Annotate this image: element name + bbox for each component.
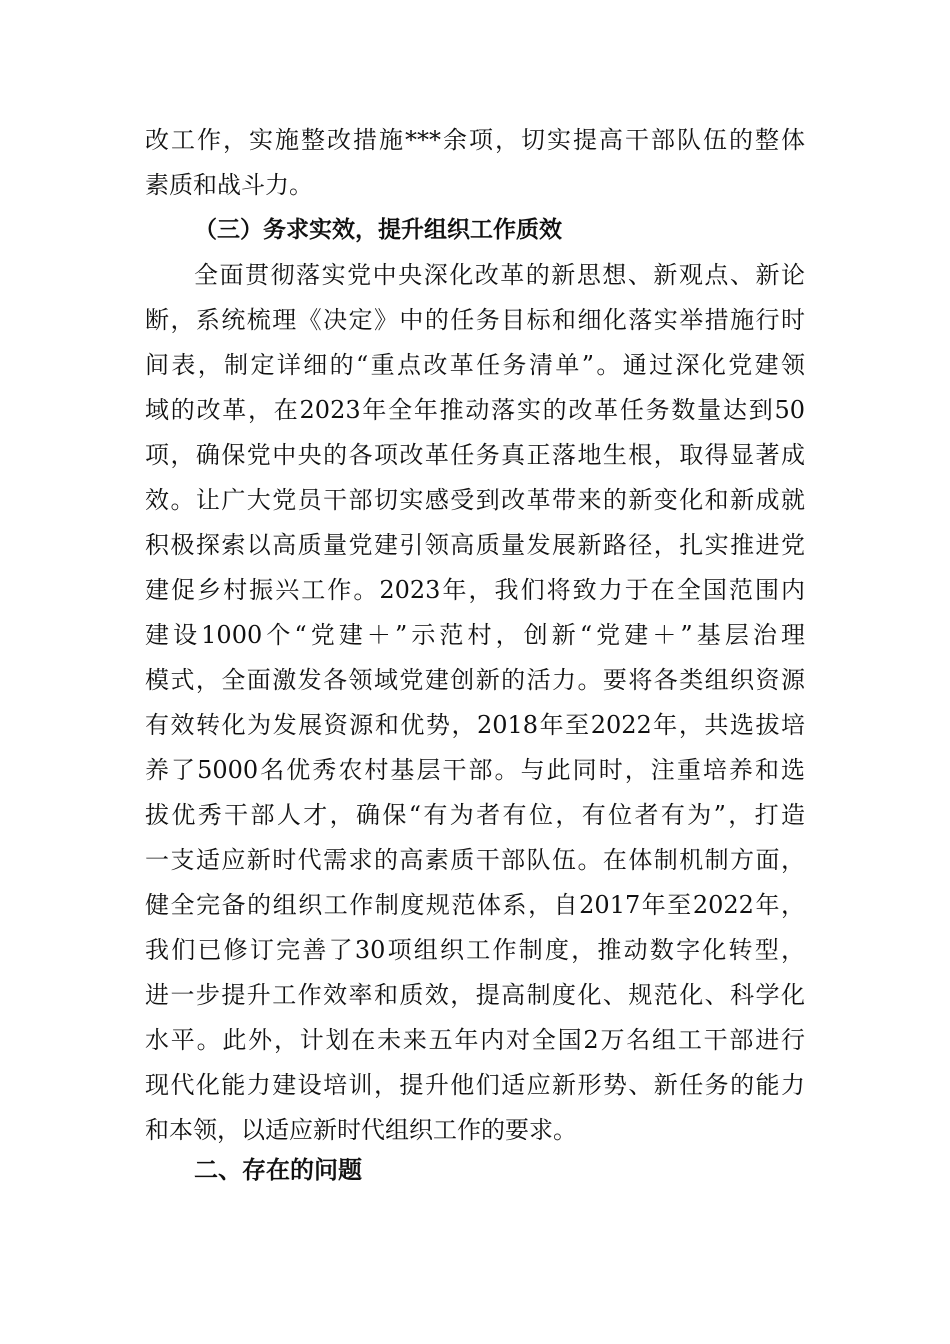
paragraph-line: 有效转化为发展资源和优势，2018年至2022年，共选拔培	[145, 711, 805, 739]
section-heading: （三）务求实效，提升组织工作质效	[194, 217, 562, 243]
paragraph-line: 一支适应新时代需求的高素质干部队伍。在体制机制方面，	[145, 846, 805, 874]
paragraph-line: 我们已修订完善了30项组织工作制度，推动数字化转型，	[145, 936, 805, 964]
paragraph-line: 断，系统梳理《决定》中的任务目标和细化落实举措施行时	[145, 306, 805, 334]
paragraph-line: 素质和战斗力。	[145, 171, 313, 199]
paragraph-line: 水平。此外，计划在未来五年内对全国2万名组工干部进行	[145, 1026, 805, 1054]
paragraph-line: 改工作，实施整改措施***余项，切实提高干部队伍的整体	[145, 126, 805, 154]
paragraph-line: 现代化能力建设培训，提升他们适应新形势、新任务的能力	[145, 1071, 805, 1099]
paragraph-line: 和本领，以适应新时代组织工作的要求。	[145, 1116, 577, 1144]
paragraph-line: 效。让广大党员干部切实感受到改革带来的新变化和新成就	[145, 486, 805, 514]
paragraph-line: 建促乡村振兴工作。2023年，我们将致力于在全国范围内	[145, 576, 805, 604]
paragraph-line: 进一步提升工作效率和质效，提高制度化、规范化、科学化	[145, 981, 805, 1009]
paragraph-line: 建设1000个“党建＋”示范村，创新“党建＋”基层治理	[145, 621, 805, 649]
paragraph-line: 域的改革，在2023年全年推动落实的改革任务数量达到50	[145, 396, 805, 424]
chapter-heading: 二、存在的问题	[194, 1156, 362, 1184]
paragraph-line: 模式，全面激发各领域党建创新的活力。要将各类组织资源	[145, 666, 805, 694]
paragraph-line: 健全完备的组织工作制度规范体系，自2017年至2022年，	[145, 891, 805, 919]
paragraph-line: 项，确保党中央的各项改革任务真正落地生根，取得显著成	[145, 441, 805, 469]
paragraph-line: 全面贯彻落实党中央深化改革的新思想、新观点、新论	[194, 261, 805, 289]
paragraph-line: 拔优秀干部人才，确保“有为者有位，有位者有为”，打造	[145, 801, 805, 829]
paragraph-line: 间表，制定详细的“重点改革任务清单”。通过深化党建领	[145, 351, 805, 379]
paragraph-line: 养了5000名优秀农村基层干部。与此同时，注重培养和选	[145, 756, 805, 784]
paragraph-line: 积极探索以高质量党建引领高质量发展新路径，扎实推进党	[145, 531, 805, 559]
